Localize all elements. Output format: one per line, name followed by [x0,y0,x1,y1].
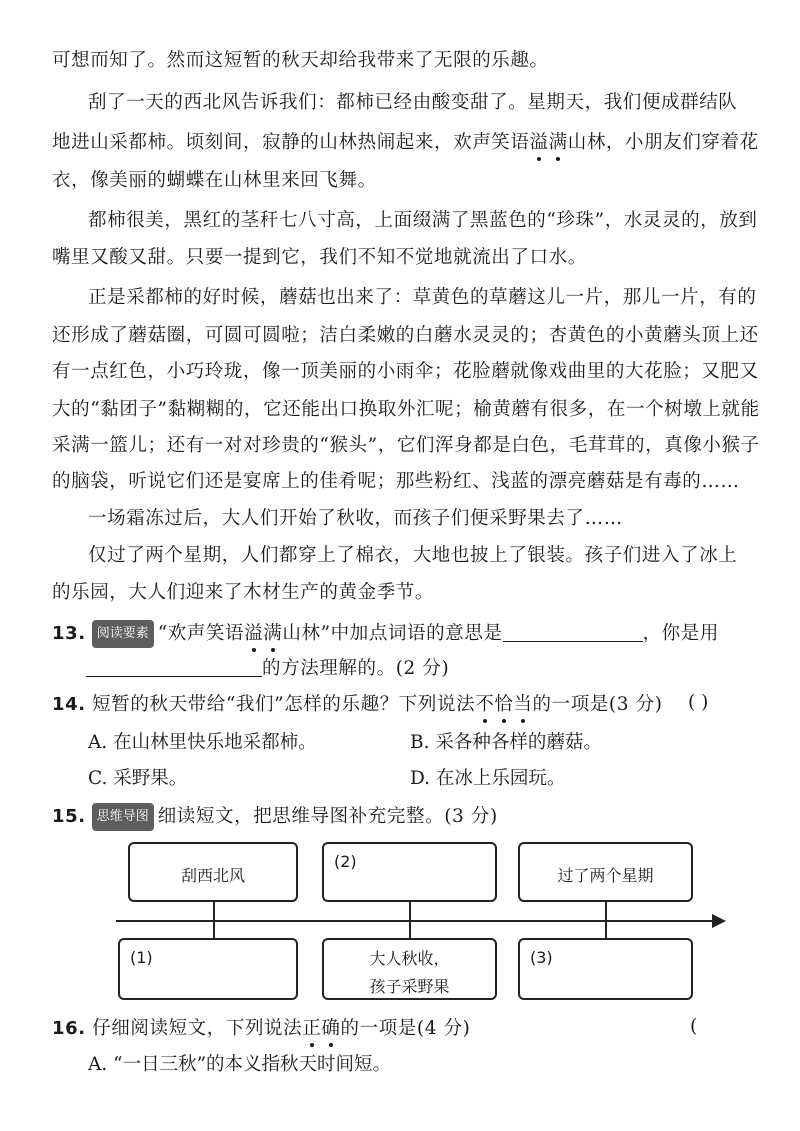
map-box-bottom-2 [322,938,497,1000]
question-15 [52,803,498,831]
option-a[interactable]: A. 在山林里快乐地采都柿。 [88,732,317,753]
text-segment: 的方法理解的。(2 分) [262,658,450,679]
passage-line-1: 可想而知了。然而这短暂的秋天却给我带来了无限的乐趣。 [52,50,549,71]
text-segment: 细读短文，把思维导图补充完整。(3 分) [157,806,498,827]
passage-p4-line-3: 有一点红色，小巧玲珑，像一顶美丽的小雨伞；花脸蘑就像戏曲里的大花脸；又肥又 [52,361,759,382]
map-box-top-1 [128,842,298,902]
box-label: (2) [334,852,357,871]
map-box-top-2[interactable] [322,842,497,902]
box-label: (1) [130,948,153,967]
answer-blank-1[interactable] [503,621,643,642]
text-segment: “欢声笑语 [157,623,245,644]
text-segment: 山林”中加点词语的意思是 [282,623,503,644]
passage-p2-line-2 [52,130,759,156]
box-label: 刮西北风 [180,866,245,885]
passage-p3-line-2: 嘴里又酸又甜。只要一提到它，我们不知不觉地就流出了口水。 [52,247,587,268]
answer-parentheses[interactable]: ( ) [688,692,709,713]
passage-p3-line-1: 都柿很美，黑红的茎秆七八寸高，上面缀满了黑蓝色的“珍珠”，水灵灵的，放到 [88,210,758,231]
answer-blank-2[interactable] [86,656,262,677]
option-b[interactable]: B. 采各种各样的蘑菇。 [410,732,602,753]
option-a[interactable]: A. “一日三秋”的本义指秋天时间短。 [88,1054,392,1075]
passage-p2-line-1: 刮了一天的西北风告诉我们：都柿已经由酸变甜了。星期天，我们便成群结队 [88,92,738,113]
passage-p4-line-1: 正是采都柿的好时候，蘑菇也出来了：草黄色的草蘑这儿一片，那儿一片，有的 [88,287,757,308]
question-number: 13. [52,623,86,644]
passage-p4-line-5: 采满一篮儿；还有一对对珍贵的“猴头”，它们浑身都是白色，毛茸茸的，真像小猴子 [52,435,760,456]
answer-parentheses[interactable]: ( [690,1016,698,1037]
box-label: (3) [530,948,553,967]
text-segment: 的一项是(4 分) [340,1018,471,1039]
map-box-top-3 [518,842,693,902]
map-box-bottom-3[interactable] [518,938,693,1000]
text-segment: 地进山采都柿。顷刻间，寂静的山林热闹起来，欢声笑语 [52,132,530,153]
connector-line [409,900,411,940]
dotted-char: 恰 [494,692,513,718]
question-13-line-2 [86,656,449,682]
dotted-char: 当 [513,692,532,718]
timeline-axis [116,920,716,922]
text-segment: 仔细阅读短文，下列说法 [92,1018,303,1039]
dotted-char: 满 [549,130,568,156]
box-label: 孩子采野果 [369,977,450,996]
text-segment: 短暂的秋天带给“我们”怎样的乐趣？下列说法 [92,694,476,715]
text-segment: 的一项是(3 分) [532,694,663,715]
question-13 [52,620,719,648]
question-number: 16. [52,1018,86,1039]
passage-p6-line-1: 仅过了两个星期，人们都穿上了棉衣，大地也披上了银装。孩子们进入了冰上 [88,545,738,566]
dotted-char: 溢 [530,130,549,156]
passage-p2-line-3: 衣，像美丽的蝴蝶在山林里来回飞舞。 [52,170,377,191]
option-d[interactable]: D. 在冰上乐园玩。 [410,768,566,789]
dotted-char: 不 [475,692,494,718]
connector-line [213,900,215,940]
question-14 [52,692,663,718]
dotted-char: 确 [321,1016,340,1042]
dotted-char: 正 [302,1016,321,1042]
box-label: 大人秋收， [369,949,450,968]
passage-p5-line-1: 一场霜冻过后，大人们开始了秋收，而孩子们便采野果去了…… [88,508,623,529]
question-number: 15. [52,806,86,827]
text-segment: 山林，小朋友们穿着花 [567,132,759,153]
passage-p6-line-2: 的乐园，大人们迎来了木材生产的黄金季节。 [52,582,435,603]
passage-p4-line-2: 还形成了蘑菇圈，可圆可圆啦；洁白柔嫩的白蘑水灵灵的；杏黄色的小黄蘑头顶上还 [52,325,759,346]
option-c[interactable]: C. 采野果。 [88,768,188,789]
passage-p4-line-4: 大的“黏团子”黏糊糊的，它还能出口换取外汇呢；榆黄蘑有很多，在一个树墩上就能 [52,399,760,420]
text-segment: ，你是用 [642,623,719,644]
connector-line [605,900,607,940]
passage-p4-line-6: 的脑袋，听说它们还是宴席上的佳肴呢；那些粉红、浅蓝的漂亮蘑菇是有毒的…… [52,471,740,492]
timeline-arrow-icon [712,914,726,928]
question-number: 14. [52,694,86,715]
mind-map-tag: 思维导图 [92,803,154,831]
dotted-char: 溢 [244,621,263,647]
reading-element-tag: 阅读要素 [92,620,154,648]
question-16 [52,1016,471,1042]
map-box-bottom-1[interactable] [118,938,298,1000]
box-label: 过了两个星期 [557,866,654,885]
dotted-char: 满 [263,621,282,647]
